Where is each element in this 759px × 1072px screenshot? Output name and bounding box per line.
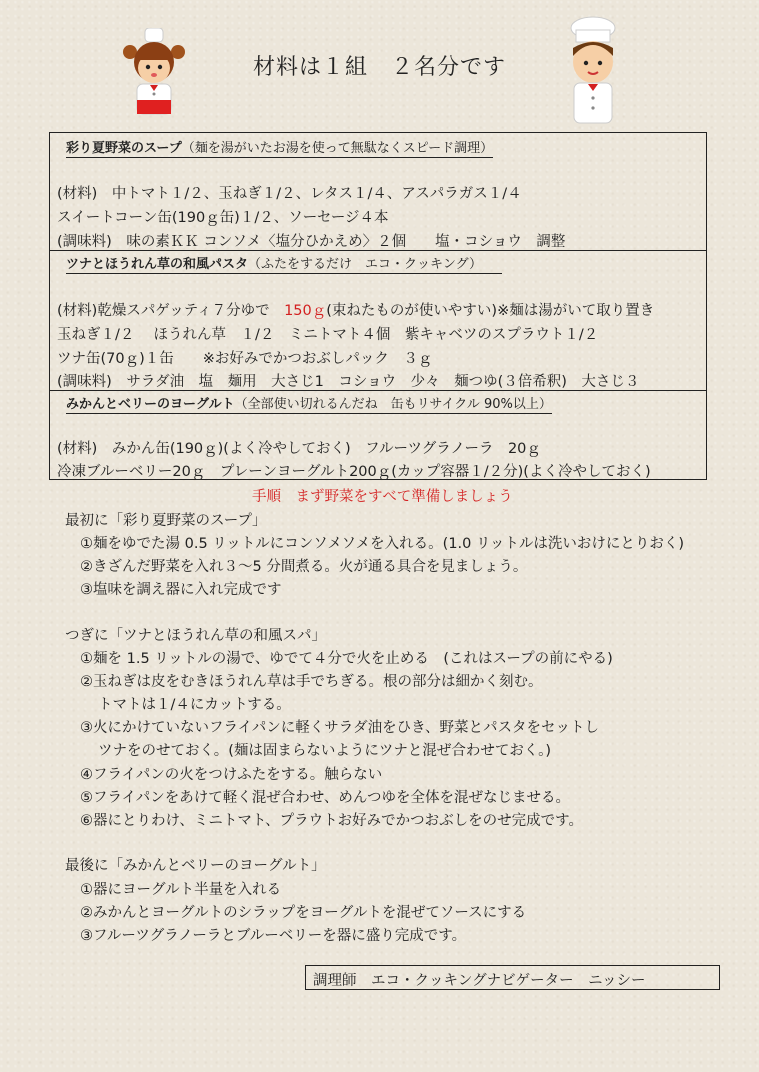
- step-item: ④フライパンの火をつけふたをする。触らない: [80, 767, 383, 783]
- step-item: ②みかんとヨーグルトのシラップをヨーグルトを混ぜてソースにする: [80, 905, 527, 921]
- step-item: ②玉ねぎは皮をむきほうれん草は手でちぎる。根の部分は細かく刻む。: [80, 674, 543, 690]
- step-item: ツナをのせておく。(麺は固まらないようにツナと混ぜ合わせておく。): [98, 743, 551, 759]
- section-note: （麺を湯がいたお湯を使って無駄なくスピード調理）: [181, 141, 494, 156]
- step-heading: 最後に「みかんとベリーのヨーグルト」: [65, 858, 326, 874]
- step-item: トマトは１/４にカットする。: [98, 697, 291, 713]
- section-note: （ふたをするだけ エコ・クッキング）: [248, 257, 476, 272]
- step-item: ③フルーツグラノーラとブルーベリーを器に盛り完成です。: [80, 928, 467, 944]
- ingredient-line: (調味料) 味の素ＫＫ コンソメ〈塩分ひかえめ〉２個 塩・コショウ 調整: [57, 234, 566, 250]
- page-title: 材料は１組 ２名分です: [252, 55, 506, 80]
- ingredients-box: [49, 132, 707, 480]
- ingredient-line: ツナ缶(70ｇ)１缶 ※お好みでかつおぶしパック ３ｇ: [57, 351, 433, 367]
- author-credit: 調理師 エコ・クッキングナビゲーター ニッシー: [305, 965, 720, 990]
- ingredient-line: (調味料) サラダ油 塩 麺用 大さじ1 コショウ 少々 麺つゆ(３倍希釈) 大さじ３: [57, 374, 640, 390]
- step-item: ①器にヨーグルト半量を入れる: [80, 882, 282, 898]
- step-item: ①麺を 1.5 リットルの湯で、ゆでて４分で火を止める (これはスープの前にやる): [80, 651, 613, 667]
- step-heading: つぎに「ツナとほうれん草の和風スパ」: [65, 628, 326, 644]
- ingredient-line: (材料) みかん缶(190ｇ)(よく冷やしておく) フルーツグラノーラ 20ｇ: [57, 441, 541, 457]
- section-header: [66, 393, 552, 412]
- section-name: 彩り夏野菜のスープ: [66, 141, 182, 156]
- section-name: みかんとベリーのヨーグルト: [66, 397, 235, 412]
- ingredient-line: (材料) 中トマト１/２、玉ねぎ１/２、レタス１/４、アスパラガス１/４: [57, 186, 522, 202]
- ingredient-line: 玉ねぎ１/２ ほうれん草 １/２ ミニトマト４個 紫キャベツのスプラウト１/２: [57, 327, 599, 343]
- step-item: ③火にかけていないフライパンに軽くサラダ油をひき、野菜とパスタをセットし: [80, 720, 600, 736]
- ingredient-line: スイートコーン缶(190ｇ缶)１/２、ソーセージ４本: [57, 210, 389, 226]
- ingredient-line: 冷凍ブルーベリー20ｇ プレーンヨーグルト200ｇ(カップ容器１/２分)(よく冷やしておく): [57, 464, 651, 480]
- divider: [50, 250, 706, 251]
- step-item: ②きざんだ野菜を入れ３～5 分間煮る。火が通る具合を見ましょう。: [80, 559, 528, 575]
- procedure-title: 手順 まず野菜をすべて準備しましょう: [252, 489, 513, 505]
- step-heading: 最初に「彩り夏野菜のスープ」: [65, 513, 267, 529]
- section-header: [66, 137, 493, 156]
- section-note: （全部使い切れるんだね 缶もリサイクル 90%以上）: [234, 397, 552, 412]
- section-name: ツナとほうれん草の和風パスタ: [66, 257, 249, 272]
- ingredient-line: (材料)乾燥スパゲッティ７分ゆで 150ｇ(束ねたものが使いやすい)※麺は湯がいて取り置き: [57, 303, 655, 319]
- pasta-amount: 150ｇ: [284, 303, 327, 319]
- step-item: ③塩味を調え器に入れ完成です: [80, 582, 282, 598]
- step-item: ⑤フライパンをあけて軽く混ぜ合わせ、めんつゆを全体を混ぜなじませる。: [80, 790, 571, 806]
- divider: [50, 390, 706, 391]
- step-item: ⑥器にとりわけ、ミニトマト、プラウトお好みでかつおぶしをのせ完成です。: [80, 813, 583, 829]
- section-header: [66, 253, 502, 272]
- step-item: ①麺をゆでた湯 0.5 リットルにコンソメソメを入れる。(1.0 リットルは洗いおけにとりおく): [80, 536, 685, 552]
